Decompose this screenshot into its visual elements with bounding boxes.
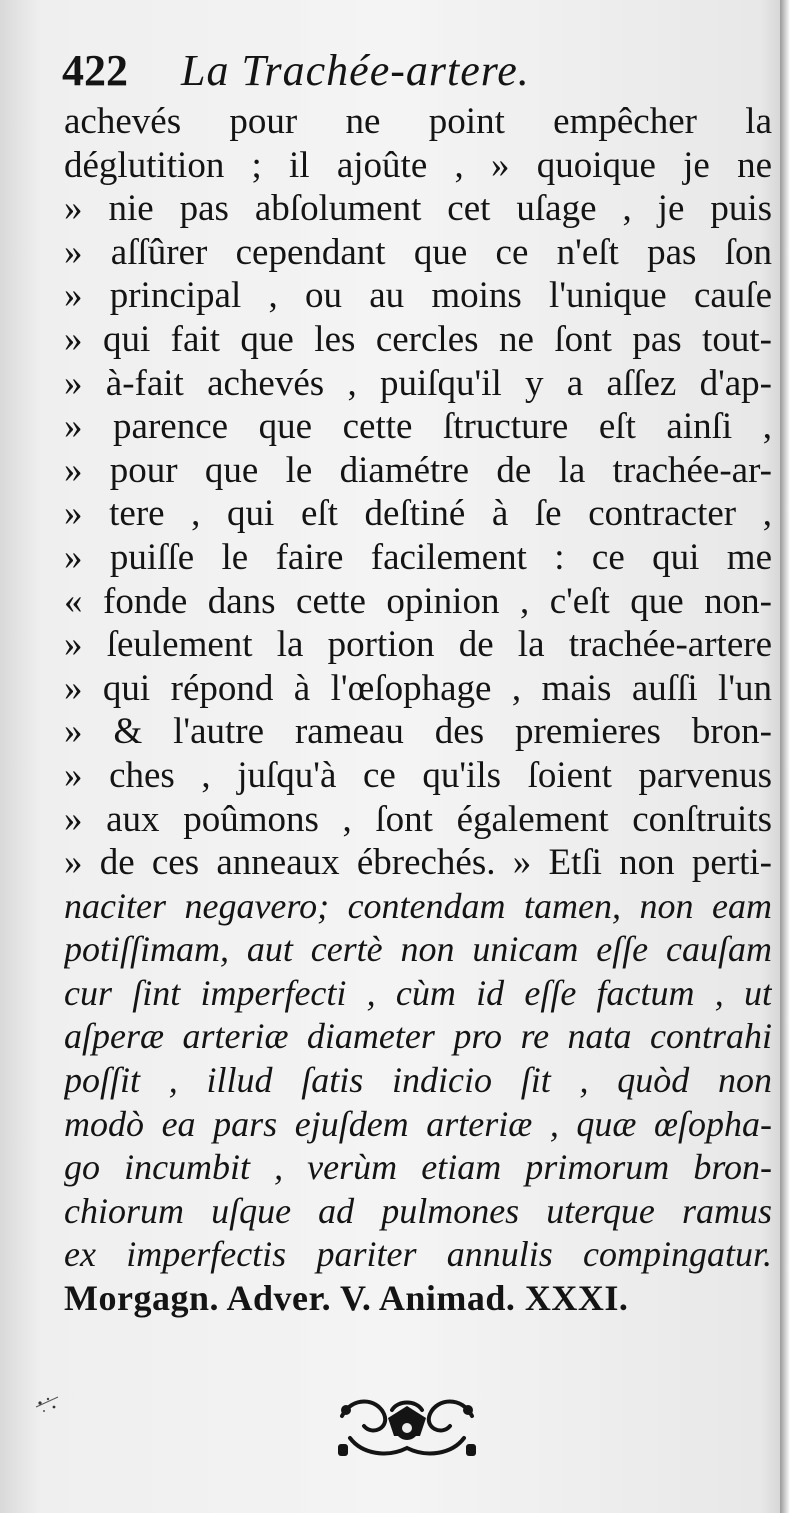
- text-line: déglutition ; il ajoûte , » quoique je ne: [64, 144, 772, 186]
- text-line: » aſſûrer cependant que ce n'eſt pas ſon: [64, 231, 772, 273]
- text-line: » qui fait que les cercles ne ſont pas tout-: [64, 318, 772, 360]
- latin-quote-line: go incumbit , verùm etiam primorum bron-: [64, 1147, 772, 1188]
- citation-line: Morgagn. Adver. V. Animad. XXXI.: [64, 1278, 629, 1319]
- page-edge-shadow: [780, 0, 790, 1513]
- text-line: » nie pas abſolument cet uſage , je puis: [64, 188, 772, 230]
- latin-quote-line: aſperæ arteriæ diameter pro re nata contrahi: [64, 1016, 772, 1057]
- text-line: « fonde dans cette opinion , c'eſt que non-: [64, 580, 772, 622]
- latin-quote-line: naciter negavero; contendam tamen, non eam: [64, 885, 772, 926]
- text-line: » pour que le diamétre de la trachée-ar-: [64, 449, 772, 491]
- latin-quote-line: cur ſint imperfecti , cùm id eſſe factum , ut: [64, 972, 772, 1013]
- text-line: » ches , juſqu'à ce qu'ils ſoient parvenus: [64, 754, 772, 796]
- text-line: » de ces anneaux ébrechés. » Etſi non perti-: [64, 842, 772, 884]
- latin-quote-line: modò ea pars ejuſdem arteriæ , quæ œſopha-: [64, 1103, 772, 1144]
- page-number: 422: [62, 46, 128, 95]
- tailpiece-ornament-icon: [332, 1388, 482, 1464]
- text-line: » parence que cette ſtructure eſt ainſi ,: [64, 406, 772, 448]
- text-line: » tere , qui eſt deſtiné à ſe contracter ,: [64, 493, 772, 535]
- text-line: achevés pour ne point empêcher la: [64, 101, 772, 142]
- latin-quote-line: chiorum uſque ad pulmones uterque ramus: [64, 1190, 772, 1231]
- running-header: [62, 40, 752, 102]
- text-line: » qui répond à l'œſophage , mais auſſi l'un: [64, 667, 772, 709]
- latin-quote-line: poſſit , illud ſatis indicio ſit , quòd non: [64, 1060, 772, 1101]
- text-line: » puiſſe le faire facilement : ce qui me: [64, 536, 772, 578]
- text-line: » aux poûmons , ſont également conſtruits: [64, 798, 772, 840]
- text-line: » à-fait achevés , puiſqu'il y a aſſez d'ap-: [64, 362, 772, 404]
- latin-quote-line: ex imperfectis pariter annulis compingatur.: [64, 1234, 772, 1275]
- text-line: » & l'autre rameau des premieres bron-: [64, 711, 772, 753]
- text-line: » principal , ou au moins l'unique cauſe: [64, 275, 772, 317]
- body-text: [64, 100, 772, 1321]
- running-title: La Trachée-artere.: [181, 46, 530, 95]
- ink-specks: [28, 1385, 68, 1425]
- latin-quote-line: potiſſimam, aut certè non unicam eſſe cauſam: [64, 929, 772, 970]
- text-line: » ſeulement la portion de la trachée-artere: [64, 624, 772, 666]
